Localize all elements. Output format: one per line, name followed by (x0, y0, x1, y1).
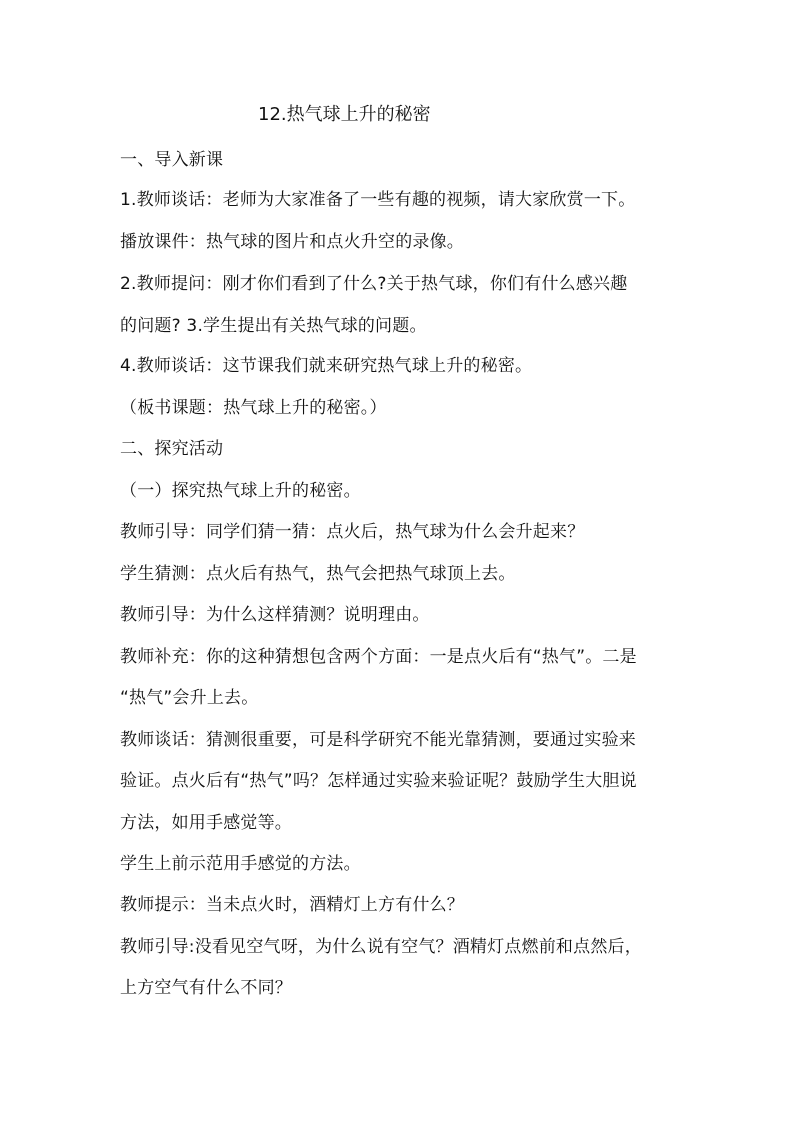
paragraph-line: 学生上前示范用手感觉的方法。 (120, 854, 361, 874)
paragraph-line: 教师引导:没看见空气呀，为什么说有空气？酒精灯点燃前和点然后， (120, 937, 642, 957)
paragraph-line: 4.教师谈话：这节课我们就来研究热气球上升的秘密。 (120, 356, 533, 376)
paragraph-line: 教师引导：为什么这样猜测？说明理由。 (120, 605, 430, 625)
paragraph-line: 1.教师谈话：老师为大家准备了一些有趣的视频，请大家欣赏一下。 (120, 190, 636, 210)
paragraph-line: 学生猜测：点火后有热气，热气会把热气球顶上去。 (120, 564, 516, 584)
section-heading-intro: 一、导入新课 (120, 150, 224, 170)
paragraph-line: 教师引导：同学们猜一猜：点火后，热气球为什么会升起来？ (120, 522, 585, 542)
paragraph-line: 教师补充：你的这种猜想包含两个方面：一是点火后有“热气”。二是 (120, 647, 637, 667)
paragraph-line: （板书课题：热气球上升的秘密。） (120, 398, 387, 418)
paragraph-line: 上方空气有什么不同？ (120, 978, 292, 998)
paragraph-line: 2.教师提问：刚才你们看到了什么?关于热气球，你们有什么感兴趣 (120, 274, 628, 294)
paragraph-line: 教师提示：当未点火时，酒精灯上方有什么？ (120, 895, 464, 915)
paragraph-line: 教师谈话：猜测很重要，可是科学研究不能光靠猜测，要通过实验来 (120, 730, 636, 750)
section-heading-explore: 二、探究活动 (120, 439, 224, 459)
paragraph-line: 播放课件：热气球的图片和点火升空的录像。 (120, 232, 464, 252)
paragraph-line: 验证。点火后有“热气”吗？怎样通过实验来验证呢？鼓励学生大胆说 (120, 771, 637, 791)
paragraph-line: 方法，如用手感觉等。 (120, 813, 292, 833)
paragraph-line: “热气”会升上去。 (120, 688, 259, 708)
subsection-heading: （一）探究热气球上升的秘密。 (120, 481, 361, 501)
document-title: 12.热气球上升的秘密 (258, 104, 431, 125)
paragraph-line: 的问题? 3.学生提出有关热气球的问题。 (120, 316, 427, 336)
